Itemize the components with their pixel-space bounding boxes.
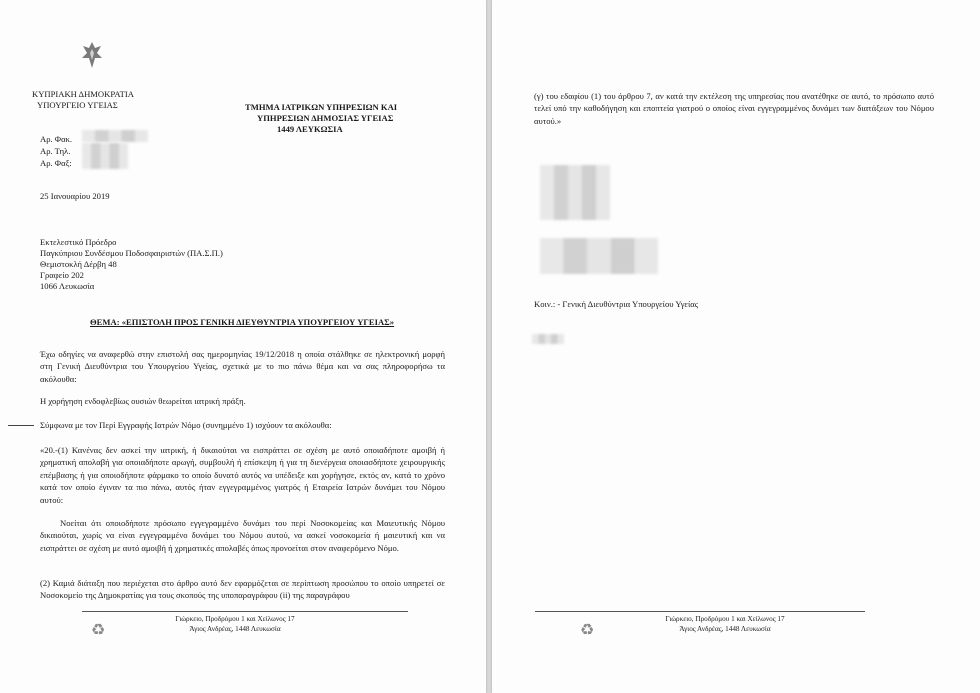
footer-divider (82, 611, 408, 612)
recycle-icon: ♻ (90, 620, 106, 639)
sender-line-1: ΚΥΠΡΙΑΚΗ ΔΗΜΟΚΡΑΤΙΑ (32, 89, 134, 99)
footer-address-line-1: Γιώρκειο, Προδρόμου 1 και Χείλωνος 17 (175, 615, 295, 623)
recipient-line-2: Παγκύπριου Συνδέσμου Ποδοσφαιριστών (ΠΑ.Σ.Π.) (40, 248, 223, 258)
tel-number-label: Αρ. Τηλ. (40, 146, 71, 156)
page2-footer-address-line-2: Άγιος Ανδρέας, 1448 Λευκωσία (679, 625, 771, 633)
redacted-file-number (82, 130, 148, 142)
paragraph-5-proviso: Νοείται ότι οποιοδήποτε πρόσωπο εγγεγραμμένο δυνάμει του περί Νοσοκομείας και Μαιευτικής Νόμου δικαιούται, χωρίς να είναι εγγεγραμμένο δυνάμει του Νόμου αυτού, να ασκεί νοσοκομεία ή μαιευτική και να εισπράττει σε σχέση με αυτό αμοιβή ή χρηματικές απολαβές όπως προνοείται στον αναφερόμενο Νόμο. (40, 518, 445, 553)
letter-date: 25 Ιανουαρίου 2019 (40, 191, 110, 201)
redacted-contact-numbers (82, 143, 128, 169)
letter-page-2 (492, 0, 980, 693)
page2-footer-address-line-1: Γιώρκειο, Προδρόμου 1 και Χείλωνος 17 (665, 615, 785, 623)
recipient-line-5: 1066 Λευκωσία (40, 281, 95, 291)
recycle-icon: ♻ (579, 620, 595, 639)
department-line-2: ΥΠΗΡΕΣΙΩΝ ΔΗΜΟΣΙΑΣ ΥΓΕΙΑΣ (257, 113, 394, 123)
department-line-1: ΤΜΗΜΑ ΙΑΤΡΙΚΩΝ ΥΠΗΡΕΣΙΩΝ ΚΑΙ (245, 102, 398, 112)
footer-address-line-2: Άγιος Ανδρέας, 1448 Λευκωσία (189, 625, 281, 633)
page2-paragraph-1: (γ) του εδαφίου (1) του άρθρου 7, αν κατά την εκτέλεση της υπηρεσίας που ανατέθηκε σε αυτό, το πρόσωπο αυτό τελεί υπό την καθοδήγηση και εποπτεία γιατρού ο οποίος είναι εγγεγραμμένος δυνάμει των διατάξεων του Νόμου αυτού.» (534, 91, 934, 126)
redacted-initials (532, 334, 564, 344)
file-number-label: Αρ. Φακ. (40, 134, 73, 144)
letter-subject: ΘΕΜΑ: «ΕΠΙΣΤΟΛΗ ΠΡΟΣ ΓΕΝΙΚΗ ΔΙΕΥΘΥΝΤΡΙΑ ΥΠΟΥΡΓΕΙΟΥ ΥΓΕΙΑΣ» (90, 317, 395, 327)
paragraph-6: (2) Καμιά διάταξη που περιέχεται στο άρθρο αυτό δεν εφαρμόζεται σε περίπτωση προσώπου το οποίο υπηρετεί σε Νοσοκομείο της Δημοκρατίας για τους σκοπούς της υποπαραγράφου (ii) της παραγράφου (40, 578, 445, 601)
recipient-line-4: Γραφείο 202 (40, 270, 84, 280)
recipient-line-3: Θεμιστοκλή Δέρβη 48 (40, 259, 117, 269)
fax-number-label: Αρ. Φαξ: (40, 158, 72, 168)
redacted-signature (540, 165, 610, 220)
redacted-signatory-name (540, 238, 658, 274)
cc-line: Κοιν.: - Γενική Διευθύντρια Υπουργείου Υγείας (534, 299, 699, 309)
cyprus-emblem-icon (80, 40, 104, 70)
sender-line-2: ΥΠΟΥΡΓΕΙΟ ΥΓΕΙΑΣ (37, 100, 118, 110)
letter-page-1 (0, 0, 486, 693)
page2-footer-divider (535, 611, 865, 612)
paragraph-3: Σύμφωνα με τον Περί Εγγραφής Ιατρών Νόμο (συνημμένο 1) ισχύουν τα ακόλουθα: (40, 420, 332, 430)
margin-mark (8, 425, 34, 426)
paragraph-4-law-quote: «20.-(1) Κανένας δεν ασκεί την ιατρική, ή δικαιούται να εισπράττει σε σχέση με αυτό οποιαδήποτε αμοιβή ή χρηματική απολαβή για οποιαδήποτε αρωγή, συμβουλή ή επίσκεψη ή για τη διενέργεια οποιασδήποτε χειρουργικής επέμβασης ή για οποιοδήποτε φάρμακο το οποίο δυνατό αυτός να υπέδειξε και χορήγησε, εκτός αν, κατά το χρόνο κατά τον οποίο έγιναν τα πιο πάνω, αυτός ήταν εγγεγραμμένος γιατρός ή Εταιρεία Ιατρών δυνάμει του Νόμου αυτού: (40, 445, 445, 505)
paragraph-2: Η χορήγηση ενδοφλεβίως ουσιών θεωρείται ιατρική πράξη. (40, 396, 246, 406)
department-line-3: 1449 ΛΕΥΚΩΣΙΑ (277, 124, 343, 134)
paragraph-1: Έχω οδηγίες να αναφερθώ στην επιστολή σας ημερομηνίας 19/12/2018 η οποία στάλθηκε σε ηλεκτρονική μορφή στη Γενική Διευθύντρια του Υπουργείου Υγείας, σχετικά με το πιο πάνω θέμα και να σας πληροφορήσω τα ακόλουθα: (40, 349, 445, 384)
recipient-line-1: Εκτελεστικό Πρόεδρο (40, 237, 117, 247)
